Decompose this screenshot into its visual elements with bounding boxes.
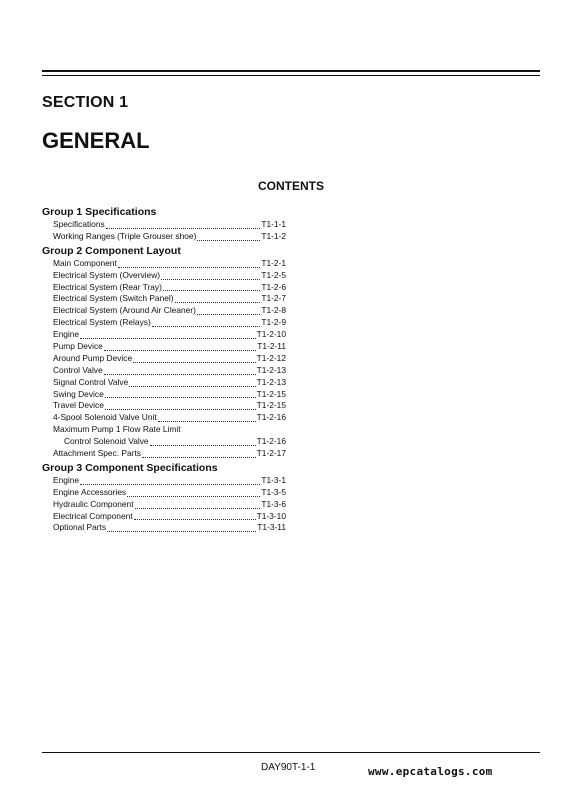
toc-entry-page: T1-2-11 [257,341,286,352]
toc-group [42,244,286,460]
dot-leader [105,396,256,398]
toc-entry-label: Attachment Spec. Parts [53,448,141,459]
watermark-url: www.epcatalogs.com [368,765,493,778]
dot-leader [197,239,260,241]
toc-group-title: Group 2 Component Layout [42,244,181,257]
toc-entry-page: T1-2-9 [261,317,286,328]
toc-entry-page: T1-3-1 [261,474,286,485]
dot-leader [118,266,261,268]
toc-entry-label: Engine [53,329,80,340]
toc-entry[interactable] [42,353,286,365]
contents-heading: CONTENTS [258,179,324,193]
toc-entry-label: Electrical System (Switch Panel) [53,293,174,304]
toc-entry[interactable] [42,389,286,401]
toc-entry-page: T1-1-1 [261,219,286,229]
toc-entry[interactable] [42,270,286,282]
toc-entry-label: Hydraulic Component [53,498,134,509]
toc-entry-page: T1-2-10 [256,329,286,340]
toc-entry[interactable] [42,329,286,341]
toc-entry-label: Working Ranges (Triple Grouser shoe) [53,230,197,241]
toc-group-title: Group 3 Component Specifications [42,461,218,474]
toc-entry-label: Maximum Pump 1 Flow Rate Limit [53,424,181,435]
toc-entry[interactable] [42,258,286,270]
toc-entry-page: T1-2-13 [256,376,286,387]
toc-entry-page: T1-2-15 [256,400,286,411]
dot-leader [142,456,256,458]
toc-entry[interactable] [42,424,286,436]
dot-leader [150,444,256,446]
toc-entry-label: Electrical Component [53,510,133,521]
section-label: SECTION 1 [42,94,129,111]
toc-entry-page: T1-3-6 [261,498,286,509]
dot-leader [175,301,261,303]
toc-entry-page: T1-1-2 [261,230,286,241]
toc-entry-label: Pump Device [53,341,103,352]
dot-leader [80,483,260,485]
dot-leader [161,278,260,280]
dot-leader [104,349,256,351]
toc-entry-page: T1-2-1 [261,257,286,268]
dot-leader [163,289,260,291]
dot-leader [107,530,256,532]
table-of-contents [42,205,286,534]
toc-entry-label: Main Component [53,257,117,268]
toc-entry-label: Specifications [53,219,105,229]
toc-entry[interactable] [42,365,286,377]
toc-entry-page: T1-3-5 [261,486,286,497]
toc-entry[interactable] [42,341,286,353]
toc-entry-page: T1-2-7 [261,293,286,304]
toc-entry[interactable] [42,293,286,305]
toc-entry-label: 4-Spool Solenoid Valve Unit [53,412,157,423]
toc-entry-label: Swing Device [53,388,104,399]
dot-leader [105,408,256,410]
toc-entry-page: T1-2-8 [261,305,286,316]
toc-entry[interactable] [42,436,286,448]
toc-entry[interactable] [42,219,286,231]
toc-entry-page: T1-2-5 [261,269,286,280]
toc-entry-label: Electrical System (Rear Tray) [53,281,162,292]
toc-entry-label: Travel Device [53,400,104,411]
toc-entry-label: Engine Accessories [53,486,127,497]
dot-leader [152,325,261,327]
header-rule-thin [42,75,540,76]
toc-entry-page: T1-2-13 [256,364,286,375]
toc-entry-page: T1-3-11 [257,522,286,533]
toc-entry-page: T1-2-15 [256,388,286,399]
toc-entry-label: Around Pump Device [53,352,133,363]
toc-entry-page: T1-2-16 [256,436,286,447]
toc-entry[interactable] [42,282,286,294]
toc-entry[interactable] [42,511,286,523]
toc-entry[interactable] [42,475,286,487]
dot-leader [106,227,261,229]
dot-leader [134,518,256,520]
toc-entry-page: T1-2-6 [261,281,286,292]
toc-entry-label: Electrical System (Around Air Cleaner) [53,305,196,316]
toc-entry-page: T1-3-10 [256,510,286,521]
dot-leader [133,361,256,363]
toc-entry[interactable] [42,305,286,317]
toc-entry-page: T1-2-12 [256,352,286,363]
dot-leader [127,495,260,497]
toc-entry-label: Control Solenoid Valve [64,436,149,447]
dot-leader [129,385,255,387]
toc-entry[interactable] [42,400,286,412]
toc-entry[interactable] [42,412,286,424]
toc-entry[interactable] [42,499,286,511]
toc-entry-label: Signal Control Valve [53,376,129,387]
dot-leader [104,373,256,375]
toc-entry-label: Electrical System (Relays) [53,317,151,328]
toc-entry-label: Engine [53,474,80,485]
dot-leader [158,420,256,422]
toc-entry[interactable] [42,487,286,499]
toc-group [42,461,286,534]
toc-entry-label: Optional Parts [53,522,107,533]
toc-entry[interactable] [42,317,286,329]
toc-entry[interactable] [42,231,286,243]
toc-group-title: Group 1 Specifications [42,206,157,218]
dot-leader [135,507,261,509]
page-code: DAY90T-1-1 [261,762,316,773]
dot-leader [197,313,260,315]
toc-entry-page: T1-2-17 [256,448,286,459]
toc-group [42,205,286,243]
toc-entry-page: T1-2-16 [256,412,286,423]
footer-rule [42,752,540,753]
toc-entry-label: Control Valve [53,364,103,375]
dot-leader [80,337,256,339]
toc-entry[interactable] [42,377,286,389]
header-rule-thick [42,70,540,72]
toc-entry-label: Electrical System (Overview) [53,269,161,280]
toc-entry[interactable] [42,522,286,534]
toc-entry[interactable] [42,448,286,460]
section-title: GENERAL [42,128,150,153]
